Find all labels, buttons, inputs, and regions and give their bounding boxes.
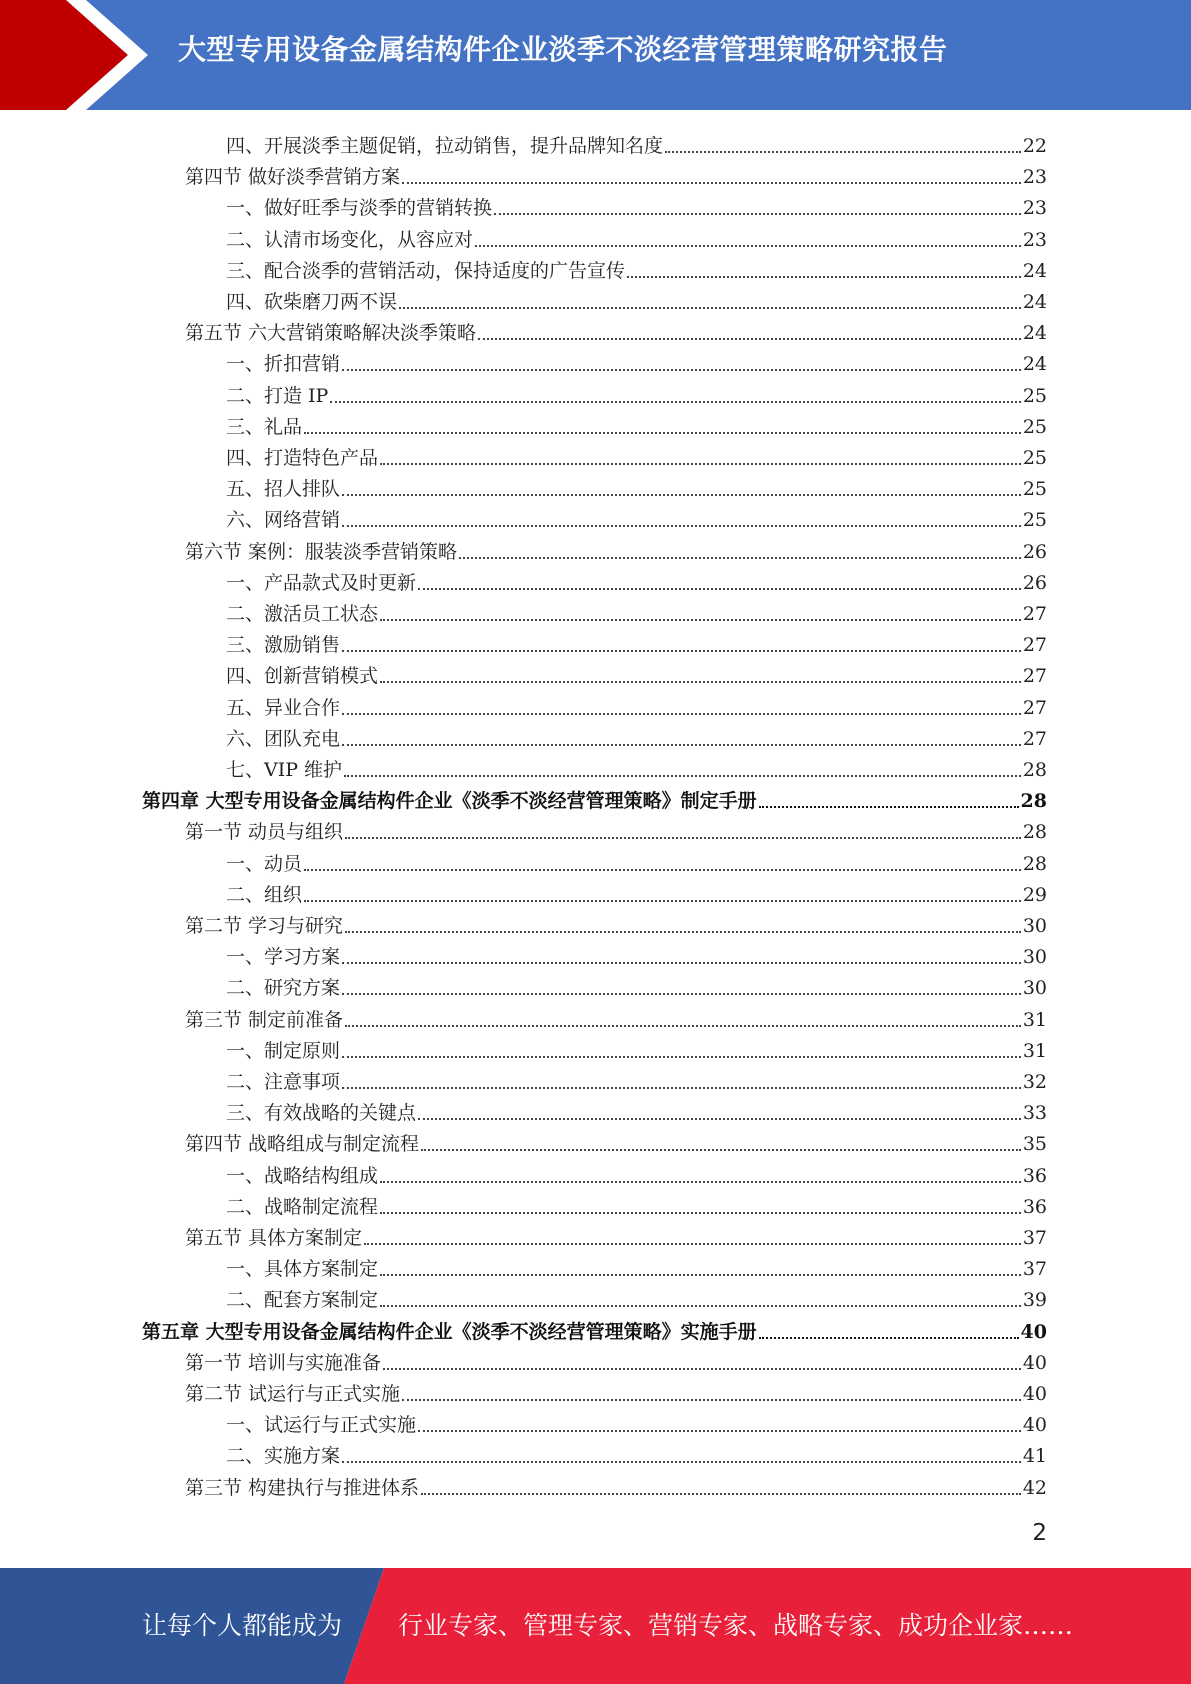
toc-dot-leader [380,1260,1021,1276]
toc-subsection-entry[interactable] [226,470,1047,501]
toc-entry-title: 一、产品款式及时更新 [226,571,417,594]
toc-entry-title: 一、战略结构组成 [226,1164,379,1187]
toc-page-number: 22 [1022,135,1047,157]
toc-page-number: 37 [1022,1258,1047,1281]
toc-section-entry[interactable] [185,158,1047,189]
toc-section-entry[interactable] [185,533,1047,564]
toc-page-number: 30 [1022,915,1047,937]
toc-section-entry[interactable] [185,1344,1047,1375]
toc-entry-title: 一、学习方案 [226,946,341,969]
toc-section-entry[interactable] [185,907,1047,938]
toc-dot-leader [380,1167,1021,1183]
toc-dot-leader [342,699,1021,715]
toc-dot-leader [342,1042,1021,1058]
toc-page-number: 31 [1022,1039,1047,1062]
toc-section-entry[interactable] [185,314,1047,345]
toc-page-number: 28 [1022,759,1047,781]
toc-page-number: 26 [1022,540,1047,563]
page-number: 2 [1032,1520,1047,1546]
toc-dot-leader [380,1198,1021,1214]
toc-page-number: 27 [1022,727,1047,750]
toc-page-number: 25 [1022,509,1047,532]
toc-subsection-entry[interactable] [226,377,1047,408]
toc-dot-leader [402,168,1021,184]
toc-dot-leader [342,1447,1021,1463]
toc-page-number: 29 [1022,883,1047,906]
toc-dot-leader [342,355,1021,371]
toc-dot-leader [418,1104,1021,1120]
toc-entry-title: 三、配合淡季的营销活动，保持适度的广告宣传 [226,259,626,282]
toc-section-entry[interactable] [185,1001,1047,1032]
toc-page-number: 27 [1022,665,1047,688]
toc-page-number: 27 [1022,696,1047,719]
toc-section-entry[interactable] [185,1219,1047,1250]
toc-entry-title: 七、VIP 维护 [226,759,343,781]
toc-page-number: 36 [1022,1164,1047,1187]
toc-page-number: 27 [1022,603,1047,625]
toc-page-number: 28 [1022,852,1047,875]
toc-subsection-entry[interactable] [226,1032,1047,1063]
toc-subsection-entry[interactable] [226,252,1047,283]
page-footer [0,1568,1191,1684]
toc-page-number: 23 [1022,166,1047,189]
toc-dot-leader [345,917,1021,933]
toc-page-number: 39 [1022,1289,1047,1312]
toc-page-number: 37 [1022,1227,1047,1249]
toc-page-number: 40 [1022,1414,1047,1437]
toc-dot-leader [421,1135,1021,1151]
toc-chapter-entry[interactable] [142,782,1047,813]
toc-page-number: 25 [1022,478,1047,501]
toc-page-number: 30 [1022,946,1047,969]
toc-dot-leader [304,886,1021,902]
toc-page-number: 25 [1022,447,1047,469]
toc-dot-leader [402,1385,1021,1401]
toc-entry-title: 一、试运行与正式实施 [226,1414,417,1437]
toc-page-number: 36 [1022,1195,1047,1218]
toc-subsection-entry[interactable] [226,1094,1047,1125]
toc-subsection-entry[interactable] [226,345,1047,376]
toc-dot-leader [475,231,1021,247]
toc-page-number: 41 [1022,1445,1047,1468]
toc-subsection-entry[interactable] [226,969,1047,1000]
toc-subsection-entry[interactable] [226,689,1047,720]
toc-page-number: 40 [1022,1383,1047,1405]
toc-page-number: 27 [1022,634,1047,657]
toc-entry-title: 四、开展淡季主题促销，拉动销售，提升品牌知名度 [226,135,664,157]
toc-subsection-entry[interactable] [226,408,1047,439]
toc-page-number: 40 [1020,1320,1047,1343]
toc-dot-leader [342,730,1021,746]
toc-subsection-entry[interactable] [226,626,1047,657]
toc-entry-title: 六、网络营销 [226,509,341,532]
toc-entry-title: 二、战略制定流程 [226,1195,379,1218]
toc-dot-leader [342,480,1021,496]
toc-subsection-entry[interactable] [226,938,1047,969]
toc-dot-leader [304,418,1021,434]
toc-page-number: 33 [1022,1102,1047,1125]
toc-section-entry[interactable] [185,1375,1047,1406]
toc-entry-title: 一、折扣营销 [226,353,341,376]
toc-entry-title: 第一节 培训与实施准备 [185,1351,382,1374]
toc-subsection-entry[interactable] [226,221,1047,252]
toc-entry-title: 四、打造特色产品 [226,447,379,469]
toc-subsection-entry[interactable] [226,1157,1047,1188]
toc-entry-title: 二、打造 IP [226,384,329,407]
toc-subsection-entry[interactable] [226,1281,1047,1312]
toc-entry-title: 六、团队充电 [226,727,341,750]
toc-entry-title: 第五章 大型专用设备金属结构件企业《淡季不淡经营管理策略》实施手册 [142,1320,757,1343]
toc-entry-title: 一、动员 [226,852,303,875]
toc-subsection-entry[interactable] [226,751,1047,782]
toc-entry-title: 第四章 大型专用设备金属结构件企业《淡季不淡经营管理策略》制定手册 [142,790,757,813]
toc-entry-title: 三、有效战略的关键点 [226,1102,417,1125]
toc-entry-title: 第四节 战略组成与制定流程 [185,1133,420,1156]
page-header [0,0,1191,110]
toc-entry-title: 第四节 做好淡季营销方案 [185,166,401,189]
footer-slogan-left: 让每个人都能成为 [142,1611,343,1640]
toc-entry-title: 三、激励销售 [226,634,341,657]
toc-section-entry[interactable] [185,1125,1047,1156]
toc-subsection-entry[interactable] [226,283,1047,314]
toc-entry-title: 二、激活员工状态 [226,603,379,625]
toc-entry-title: 三、礼品 [226,415,303,438]
toc-entry-title: 一、具体方案制定 [226,1258,379,1281]
toc-page-number: 24 [1022,322,1047,345]
toc-dot-leader [342,636,1021,652]
toc-subsection-entry[interactable] [226,1250,1047,1281]
toc-entry-title: 四、砍柴磨刀两不误 [226,291,398,313]
toc-page-number: 31 [1022,1008,1047,1031]
toc-entry-title: 第五节 具体方案制定 [185,1227,363,1249]
toc-entry-title: 二、注意事项 [226,1071,341,1093]
toc-chapter-entry[interactable] [142,1313,1047,1344]
toc-page-number: 28 [1020,790,1047,813]
toc-subsection-entry[interactable] [226,564,1047,595]
toc-section-entry[interactable] [185,813,1047,844]
toc-subsection-entry[interactable] [226,127,1047,158]
toc-dot-leader [418,574,1021,590]
toc-dot-leader [380,449,1021,465]
toc-dot-leader [304,855,1021,871]
toc-dot-leader [418,1416,1021,1432]
toc-subsection-entry[interactable] [226,501,1047,532]
toc-entry-title: 二、认清市场变化，从容应对 [226,228,474,251]
toc-entry-title: 五、异业合作 [226,696,341,719]
toc-page-number: 42 [1022,1476,1047,1499]
toc-dot-leader [330,387,1020,403]
toc-entry-title: 二、组织 [226,883,303,906]
toc-subsection-entry[interactable] [226,189,1047,220]
toc-entry-title: 一、做好旺季与淡季的营销转换 [226,197,493,220]
toc-entry-title: 一、制定原则 [226,1039,341,1062]
toc-subsection-entry[interactable] [226,657,1047,688]
toc-dot-leader [759,1323,1019,1339]
toc-subsection-entry[interactable] [226,1063,1047,1094]
toc-subsection-entry[interactable] [226,439,1047,470]
toc-page-number: 32 [1022,1071,1047,1093]
toc-dot-leader [399,293,1021,309]
toc-subsection-entry[interactable] [226,876,1047,907]
toc-entry-title: 二、研究方案 [226,977,341,1000]
toc-dot-leader [364,1229,1021,1245]
toc-entry-title: 二、配套方案制定 [226,1289,379,1312]
toc-page-number: 24 [1022,291,1047,313]
toc-subsection-entry[interactable] [226,720,1047,751]
toc-dot-leader [759,792,1019,808]
document-title: 大型专用设备金属结构件企业淡季不淡经营管理策略研究报告 [178,33,948,66]
toc-dot-leader [380,667,1021,683]
toc-page-number: 25 [1022,384,1047,407]
toc-dot-leader [380,1291,1021,1307]
toc-dot-leader [345,823,1021,839]
toc-page-number: 28 [1022,821,1047,844]
toc-dot-leader [344,761,1021,777]
toc-subsection-entry[interactable] [226,1188,1047,1219]
toc-entry-title: 五、招人排队 [226,478,341,501]
toc-subsection-entry[interactable] [226,845,1047,876]
toc-entry-title: 第三节 制定前准备 [185,1008,344,1031]
toc-page-number: 23 [1022,197,1047,220]
toc-page-number: 30 [1022,977,1047,1000]
toc-entry-title: 第一节 动员与组织 [185,821,344,844]
toc-subsection-entry[interactable] [226,1437,1047,1468]
toc-entry-title: 二、实施方案 [226,1445,341,1468]
toc-dot-leader [342,979,1021,995]
toc-dot-leader [380,605,1021,621]
toc-dot-leader [627,262,1021,278]
toc-page-number: 26 [1022,571,1047,594]
toc-dot-leader [345,1011,1021,1027]
toc-page-number: 40 [1022,1351,1047,1374]
toc-page-number: 23 [1022,228,1047,251]
toc-dot-leader [478,324,1021,340]
toc-dot-leader [342,511,1021,527]
toc-dot-leader [342,948,1021,964]
footer-slogan-right: 行业专家、管理专家、营销专家、战略专家、成功企业家…… [398,1611,1074,1640]
toc-subsection-entry[interactable] [226,595,1047,626]
toc-dot-leader [494,199,1021,215]
toc-dot-leader [342,1073,1021,1089]
toc-page-number: 24 [1022,353,1047,376]
toc-entry-title: 第五节 六大营销策略解决淡季策略 [185,322,477,345]
toc-dot-leader [383,1354,1021,1370]
toc-page-number: 35 [1022,1133,1047,1156]
toc-entry-title: 第二节 试运行与正式实施 [185,1383,401,1405]
toc-entry-title: 四、创新营销模式 [226,665,379,688]
toc-entry-title: 第六节 案例：服装淡季营销策略 [185,540,458,563]
toc-page-number: 24 [1022,259,1047,282]
toc-dot-leader [421,1479,1021,1495]
toc-section-entry[interactable] [185,1469,1047,1500]
toc-subsection-entry[interactable] [226,1406,1047,1437]
toc-dot-leader [459,543,1021,559]
toc-entry-title: 第二节 学习与研究 [185,915,344,937]
toc-page-number: 25 [1022,415,1047,438]
toc-dot-leader [665,137,1021,153]
header-arrow-shape [0,0,160,110]
toc-entry-title: 第三节 构建执行与推进体系 [185,1476,420,1499]
